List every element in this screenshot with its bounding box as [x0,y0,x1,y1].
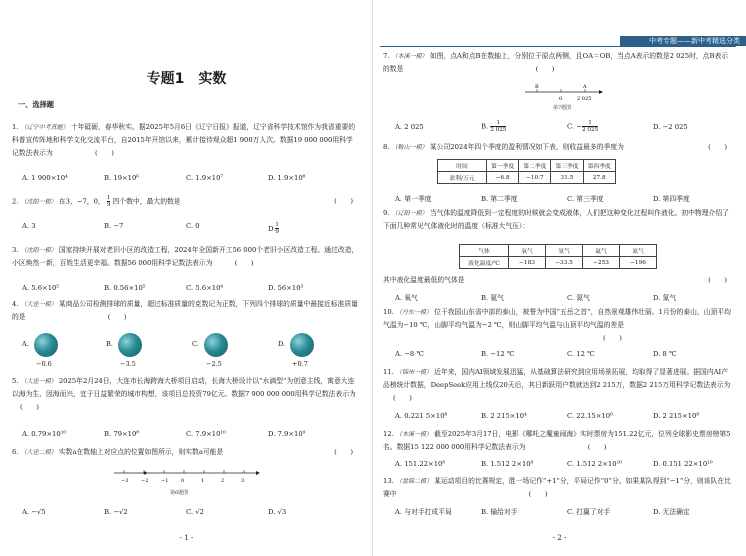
question-source: （沈阳一模） [20,247,57,254]
answer-paren: ( ) [234,259,254,267]
axis-tick-label: 3 [241,478,245,484]
q3-options [22,284,352,292]
q6-options [22,508,352,516]
option-b-letter: B. [106,340,113,348]
option-c: C. 22.15×10⁶ [567,412,613,420]
option-c: C. 打赢了对手 [567,508,611,516]
option-c: C. 7.9×10¹⁰ [186,430,226,438]
option-b: B. −12 ℃ [481,350,515,358]
question-source: （大连二模） [20,449,57,456]
question-text-2: 四个数中，最大的数是 [112,197,181,206]
table-cell: 第四季度 [583,160,615,172]
axis-tick-label: −1 [161,478,169,484]
question-source: （鞍山一模） [391,144,428,151]
table-cell: 氦气 [583,245,620,257]
question-number: 13. [383,477,394,485]
axis-arrow [256,471,260,475]
question-number: 8. [383,143,390,151]
option-d-value: +0.7 [292,360,308,368]
question-number: 10. [383,308,394,316]
axis-tick-label: 1 [201,478,205,484]
table-cell: 氧气 [509,245,546,257]
axis-tick-label: −3 [121,478,129,484]
table-cell: 31.5 [551,172,583,184]
axis-tick-label: 2 [221,478,225,484]
answer-paren: ( ) [708,143,727,151]
table-row [460,257,657,269]
option-a: A. 与对手打成平局 [395,508,452,516]
option-c: C. 0 [186,222,200,230]
frac-den: 9 [106,202,111,208]
question-12 [383,428,733,454]
page-number: - 2 - [552,534,567,542]
question-5 [12,375,359,414]
table-cell: 第一季度 [487,160,519,172]
number-line-figure [110,463,260,487]
question-text: 某商品公司检测排球的质量，超过标准质量的克数记为正数，下列四个排球的质量中最接近标准质量的是 [12,300,358,321]
table-cell: −253 [583,257,620,269]
question-1 [12,121,359,160]
q9-options [395,292,735,302]
question-source: （本溪一模） [391,53,428,60]
point-a [144,472,147,475]
option-c: C. 1.512 2×10¹⁰ [567,460,623,468]
page-title: 专题1 实数 [146,71,227,87]
right-page [373,0,746,556]
question-text: 某公司2024年四个季度的盈利情况如下表，则收益最多的季度为 [429,143,624,151]
question-source: （沈阳一模） [20,198,57,206]
answer-paren: ( ) [94,149,114,157]
question-source: （本溪一模） [395,431,432,438]
label-a: A [583,84,587,90]
table-cell: −33.5 [546,257,583,269]
option-b: B. 2 215×10⁴ [481,412,527,420]
option-c: C. 12 ℃ [567,350,595,358]
q7-options [395,120,735,133]
option-d-letter: D. [278,340,286,348]
question-6 [12,446,359,459]
option-d: D. 无法确定 [653,508,690,516]
question-source: （锦州一模） [395,369,432,376]
volleyball-c-icon [204,333,228,357]
option-c: C. 5.6×10⁴ [186,284,224,292]
table-cell: 氮气 [620,245,657,257]
option-a: A. 3 [22,222,36,230]
option-d: D. √3 [268,508,287,516]
option-b: B. −7 [104,222,124,230]
question-text: 国家持续开展对老旧小区的改造工程，2024年全国新开工56 000个老旧小区改造工程。通过改造，小区焕然一新，百姓生活更幸福。数据56 000用科学记数法表示为 [12,246,359,267]
figure-caption: 第7题图 [553,105,572,111]
volleyball-a-icon [34,333,58,357]
question-number: 4. [12,300,19,308]
question-number: 1. [12,123,19,131]
question-10 [383,306,733,345]
question-number: 6. [12,448,19,456]
question-text: 某运动项目的比赛规定，胜一场记作“+1”分，平局记作“0”分。如果某队得到“−1”分，则该队在比赛中 [383,477,731,498]
table-cell: −10.7 [519,172,551,184]
option-a: A. 0.221 5×10⁸ [395,412,448,420]
question-text: 2025年2月24日，大连市长海跨海大桥项目启动，长海大桥设计以“水滴型”为创意主线，寓意大连以海为生、因海而兴，宜于日益繁荣的城市构想，该项目总投资79亿元。数据7 900 000 000用科学记数法表示为 [12,377,356,398]
option-a: A. 氧气 [395,294,418,302]
option-a: A. −8 ℃ [395,350,425,358]
table-cell: 第二季度 [519,160,551,172]
answer-paren: ( ) [528,490,548,498]
question-4 [12,298,359,324]
table-cell: 液化温度/℃ [460,257,509,269]
option-b: B. 氦气 [481,294,504,302]
option-d: D. 7.9×10⁹ [268,430,306,438]
option-d: D. 1.9×10⁸ [268,174,306,182]
question-text: 截至2025年3月17日，电影《哪吒之魔童闹海》实时票房为151.22亿元，位列全球影史票房榜第5名。数据15 122 000 000用科学记数法表示为 [383,430,731,451]
question-text: 实数a在数轴上对应点的位置如图所示，则实数a可能是 [58,448,224,456]
question-source: （大连一模） [20,378,57,385]
question-text-2: 其中液化温度最低的气体是 [383,276,465,284]
table-row [438,160,616,172]
volleyball-d-icon [290,333,314,357]
answer-paren: ( ) [20,403,39,411]
question-8 [383,141,733,154]
option-c: C. 1.9×10⁷ [186,174,224,182]
table-row [438,172,616,184]
frac-den: 9 [275,229,279,235]
question-text: 如图，点A和点B在数轴上，分别位于原点两侧，且OA＝OB，当点A表示的数是2 025时，点B表示的数是 [383,52,729,73]
option-d: D. 2 215×10⁸ [653,412,700,420]
fraction [107,195,111,208]
table-row [460,245,657,257]
fraction [490,120,506,133]
answer-paren: ( ) [587,443,607,451]
question-source: （辽宁中考真题） [20,124,69,131]
option-a: A. 5.6×10⁵ [22,284,60,292]
q12-options [395,460,735,468]
frac-den: 2 025 [581,127,598,133]
table-cell: 气体 [460,245,509,257]
table-cell: −183 [509,257,546,269]
option-b: B. 0.56×10⁵ [104,284,146,292]
figure-caption: 第6题图 [170,490,189,496]
option-d-prefix: D. [268,224,276,233]
option-d: D. −2 025 [653,122,688,131]
question-number: 2. [12,197,19,206]
question-13 [383,475,733,501]
table-cell: 氢气 [546,245,583,257]
table-cell: 盈利/万元 [438,172,487,184]
question-source: （大连一模） [20,301,57,308]
table-cell: 27.8 [583,172,615,184]
option-d: D. 8 ℃ [653,350,677,358]
question-number: 11. [383,368,394,376]
label-2025: 2 025 [577,96,592,102]
question-text: 当气体的温度降低到一定程度的时候就会变成液体，人们把这种变化过程叫作液化。初中物理介绍了下面几种常见气体液化时的温度（标准大气压）： [383,209,729,230]
frac-num: 1 [582,120,598,127]
answer-paren: ( ) [535,65,555,73]
option-c-letter: C. [192,340,199,348]
option-c: C. 第三季度 [567,195,604,203]
page-number: - 1 - [179,534,194,542]
fraction [582,120,598,133]
question-number: 9. [383,209,390,217]
question-text: 在3，−7，0， [58,197,105,206]
answer-paren: ( ) [393,394,412,402]
question-number: 3. [12,246,19,254]
frac-den: 2 025 [490,127,507,133]
option-d [268,222,350,235]
option-a: A. 0.79×10¹⁰ [22,430,67,438]
q8-options [395,193,735,203]
option-b: B. 19×10⁶ [104,174,140,182]
question-11 [383,366,733,405]
option-d: D. 第四季度 [653,195,690,203]
table-cell: −6.8 [487,172,519,184]
axis-tick-label: −2 [141,478,149,484]
option-d: D. 氮气 [653,294,677,302]
header-banner: 中考专题——新中考精选分类 [620,36,746,46]
answer-paren: ( ) [708,276,727,284]
table-cell: −196 [620,257,657,269]
q10-options [395,350,735,358]
question-number: 12. [383,430,394,438]
q13-options [395,506,735,516]
answer-paren: ( ) [107,313,127,321]
question-7 [383,50,733,76]
question-source: （辽阳一模） [391,210,428,217]
question-source: （丹东一模） [395,309,432,316]
option-a-letter: A. [22,340,29,348]
option-b: B. 输给对手 [481,508,518,516]
q2-options [22,222,352,235]
number-line-figure [523,84,603,104]
question-text: 近年来，国内AI领域发展迅猛，从基础算法研究到应用场景拓展，均取得了显著进展。据国内AI产品榜统计数据，DeepSeek应用上线仅20天后，其日新跃用户数就达到2 215万，数据2 215万用科学记数法表示为 [383,368,731,389]
option-a: A. 第一季度 [395,195,432,203]
answer-paren: ( ) [603,334,622,342]
option-c-value: −2.5 [206,360,222,368]
option-b: B. 79×10⁸ [104,430,140,438]
fraction [275,222,279,235]
question-number: 5. [12,377,19,385]
profit-table [437,159,616,184]
question-9-prompt [383,274,733,287]
option-b: B. 第二季度 [481,195,518,203]
option-d: D. 56×10³ [268,284,304,292]
section-heading: 一、选择题 [18,100,54,109]
option-b: B. −√2 [104,508,128,516]
frac-num: 1 [490,120,506,127]
frac-num: 1 [275,222,279,228]
question-2 [12,195,359,209]
axis-arrow [599,90,603,94]
volleyball-b-icon [118,333,142,357]
option-b: B. $\frac{1}{2 025}$ [481,120,507,133]
option-a: A. −√5 [22,508,46,516]
question-3 [12,244,359,270]
option-c: C. 氮气 [567,294,590,302]
table-cell: 第三季度 [551,160,583,172]
question-9 [383,207,733,233]
question-text: 十年砥砺，春华秋实。据2025年5月6日《辽宁日报》报道，辽宁省科学技术馆作为我省重要的科普宣传阵地和科学文化交流平台，自2015年开馆以来，累计接待观众超1 900万人次。数据19 000 000用科学记数法表示为 [12,123,356,157]
q5-options [22,430,352,438]
option-a: A. 151.22×10⁸ [395,460,446,468]
option-a: A. 1 900×10⁴ [22,174,68,182]
option-b: B. 1.512 2×10⁹ [481,460,534,468]
question-number: 7. [383,52,390,60]
question-text: 位于我国山东省中部的泰山，被誉为中国“五岳之首”，自然景观雄伟壮丽。1月份的泰山，山顶平均气温为−10 ℃，山脚平均气温为−2 ℃，则山脚平均气温与山顶平均气温的差是 [383,308,731,329]
table-cell: 时间 [438,160,487,172]
gas-table [459,244,657,269]
answer-paren: ( ) [334,197,353,205]
q11-options [395,412,735,420]
option-c: C. √2 [186,508,204,516]
answer-paren: ( ) [334,448,353,456]
frac-num: 1 [106,195,111,201]
question-source: （盘锦二模） [395,478,432,485]
option-a-value: −0.6 [36,360,52,368]
axis-tick-label: 0 [181,478,185,484]
label-b: B [535,84,539,90]
option-a: A. 2 025 [395,122,424,131]
q1-options [22,174,352,182]
label-0: 0 [559,96,563,102]
option-b-value: −3.5 [120,360,136,368]
option-d: D. 0.151 22×10¹⁰ [653,460,713,468]
option-c: C. − $\frac{1}{2 025}$ [567,120,598,133]
